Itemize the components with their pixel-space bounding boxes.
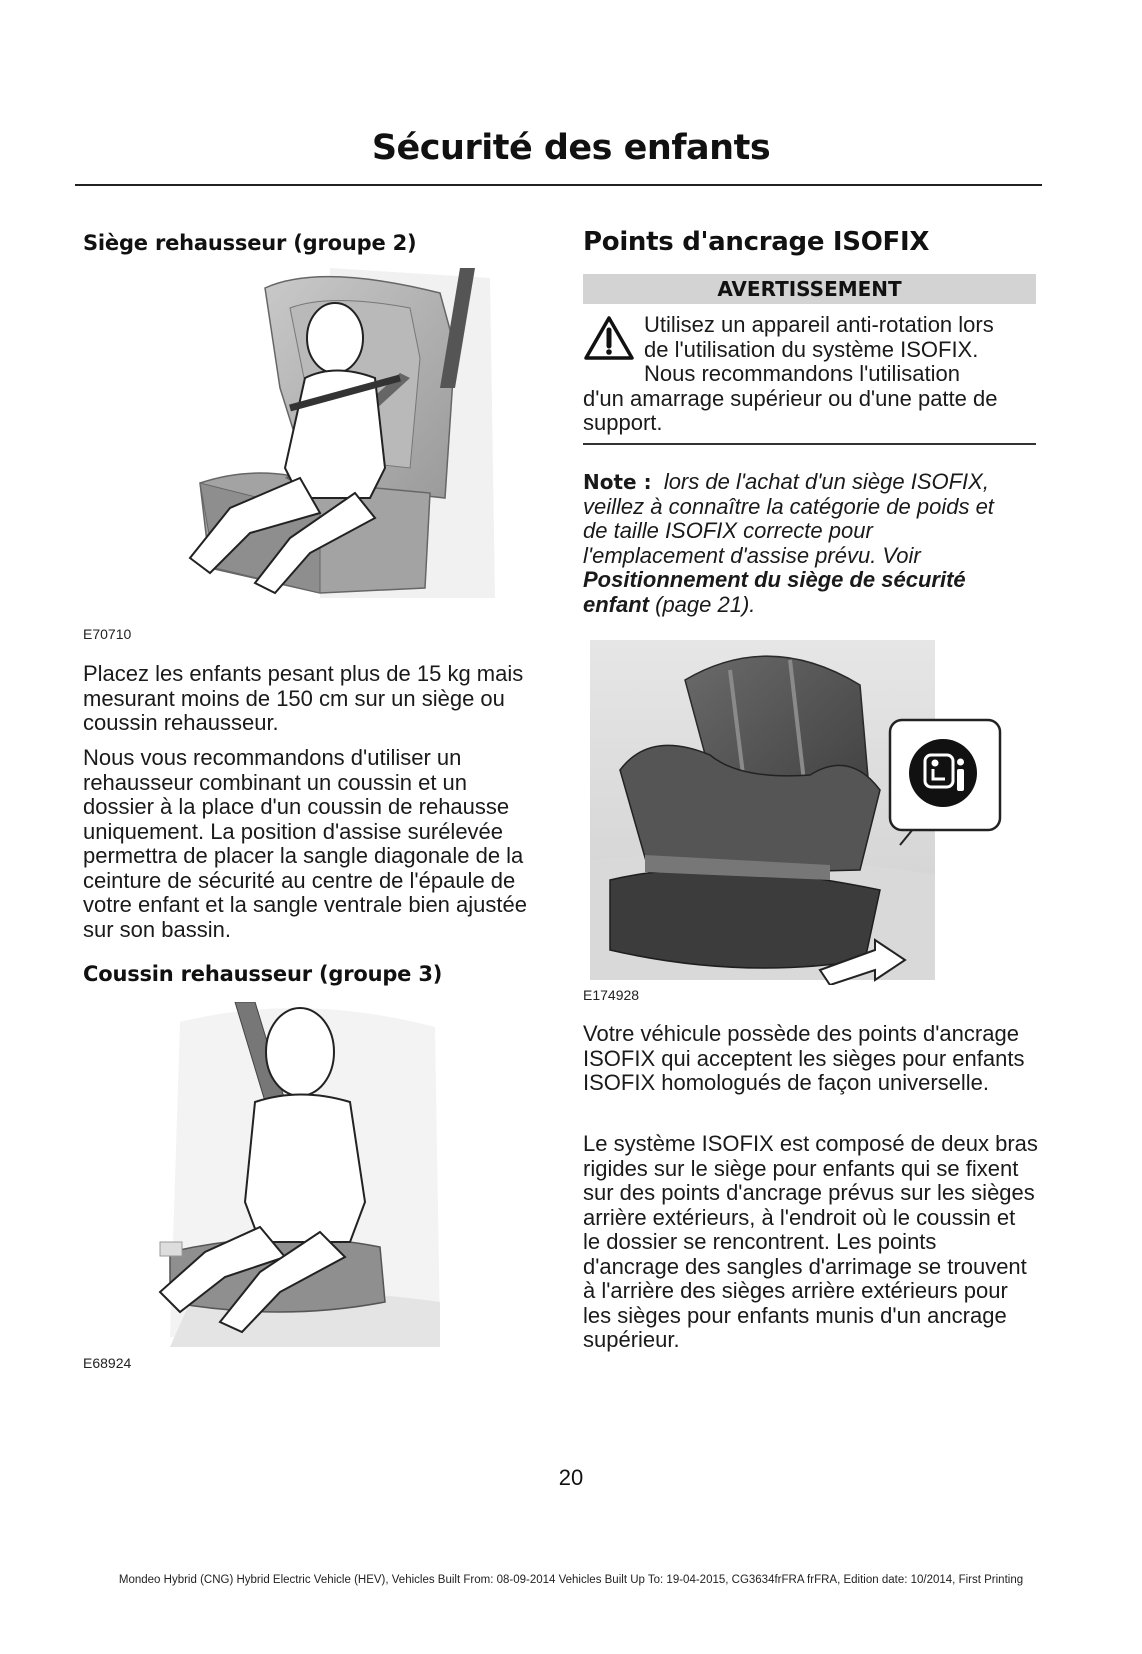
warning-line: support. bbox=[583, 410, 663, 435]
warning-bar: AVERTISSEMENT bbox=[583, 274, 1036, 304]
footer-text: Mondeo Hybrid (CNG) Hybrid Electric Vehicle (HEV), Vehicles Built From: 08-09-2014 Vehicles Built Up To: 19-04-2015, CG3634frFRA frFRA, Edition date: 10/2014, First Printing bbox=[118, 1574, 1024, 1586]
warning-line: Utilisez un appareil anti-rotation lors bbox=[644, 312, 994, 337]
booster-cushion-illustration bbox=[150, 1002, 450, 1357]
page-title: Sécurité des enfants bbox=[371, 128, 771, 168]
warning-line: de l'utilisation du système ISOFIX. bbox=[644, 336, 979, 362]
warning-line: d'un amarrage supérieur ou d'une patte de bbox=[583, 385, 998, 411]
warning-line: Nous recommandons l'utilisation bbox=[644, 361, 961, 386]
isofix-paragraph-1: Votre véhicule possède des points d'ancrage ISOFIX qui acceptent les sièges pour enfants ISOFIX homologués de façon universelle. bbox=[583, 1021, 1025, 1095]
isofix-symbol-icon bbox=[905, 735, 981, 811]
note-label: Note : bbox=[583, 470, 652, 494]
figure-code-e174928: E174928 bbox=[583, 987, 640, 1003]
booster-seat-heading: Siège rehausseur (groupe 2) bbox=[83, 231, 417, 255]
booster-seat-paragraph-2: Nous vous recommandons d'utiliser un rehausseur combinant un coussin et un dossier à la place d'un coussin de rehausse uniquement. La position d'assise surélevée permettra de placer la sangle diagonale de la ceinture de sécurité au centre de l'épaule de votre enfant et la sangle ventrale bien ajustée sur son bassin. bbox=[83, 745, 527, 942]
booster-seat-paragraph-1: Placez les enfants pesant plus de 15 kg mais mesurant moins de 150 cm sur un siège ou coussin rehausseur. bbox=[83, 661, 524, 735]
title-divider bbox=[75, 184, 1042, 186]
booster-cushion-heading: Coussin rehausseur (groupe 3) bbox=[83, 962, 443, 986]
booster-seat-illustration bbox=[170, 268, 500, 608]
figure-code-e70710: E70710 bbox=[83, 626, 132, 642]
note-line-2: veillez à connaître la catégorie de poids et bbox=[583, 493, 994, 519]
warning-divider bbox=[583, 443, 1036, 445]
figure-code-e68924: E68924 bbox=[83, 1355, 132, 1371]
note-line-3: de taille ISOFIX correcte pour bbox=[583, 518, 873, 543]
isofix-heading: Points d'ancrage ISOFIX bbox=[583, 227, 930, 257]
note-line-4: l'emplacement d'assise prévu. Voir bbox=[583, 542, 921, 568]
note-block bbox=[583, 470, 1043, 617]
note-line-1: lors de l'achat d'un siège ISOFIX, bbox=[663, 469, 989, 494]
note-link-child-seat-positioning[interactable]: Positionnement du siège de sécurité bbox=[583, 567, 966, 592]
note-link-enfant[interactable]: enfant bbox=[583, 591, 649, 617]
isofix-illustration bbox=[590, 640, 1010, 985]
warning-text bbox=[583, 313, 1043, 436]
isofix-paragraph-2: Le système ISOFIX est composé de deux bras rigides sur le siège pour enfants qui se fixent sur des points d'ancrage prévus sur les sièges arrière extérieurs, à l'endroit où le coussin et le dossier se rencontrent. Les points d'ancrage des sangles d'arrimage se trouvent à l'arrière des sièges arrière extérieurs pour les sièges pour enfants munis d'un ancrage supérieur. bbox=[583, 1131, 1038, 1352]
note-page-ref: (page 21). bbox=[655, 591, 756, 617]
page-number: 20 bbox=[558, 1465, 584, 1490]
